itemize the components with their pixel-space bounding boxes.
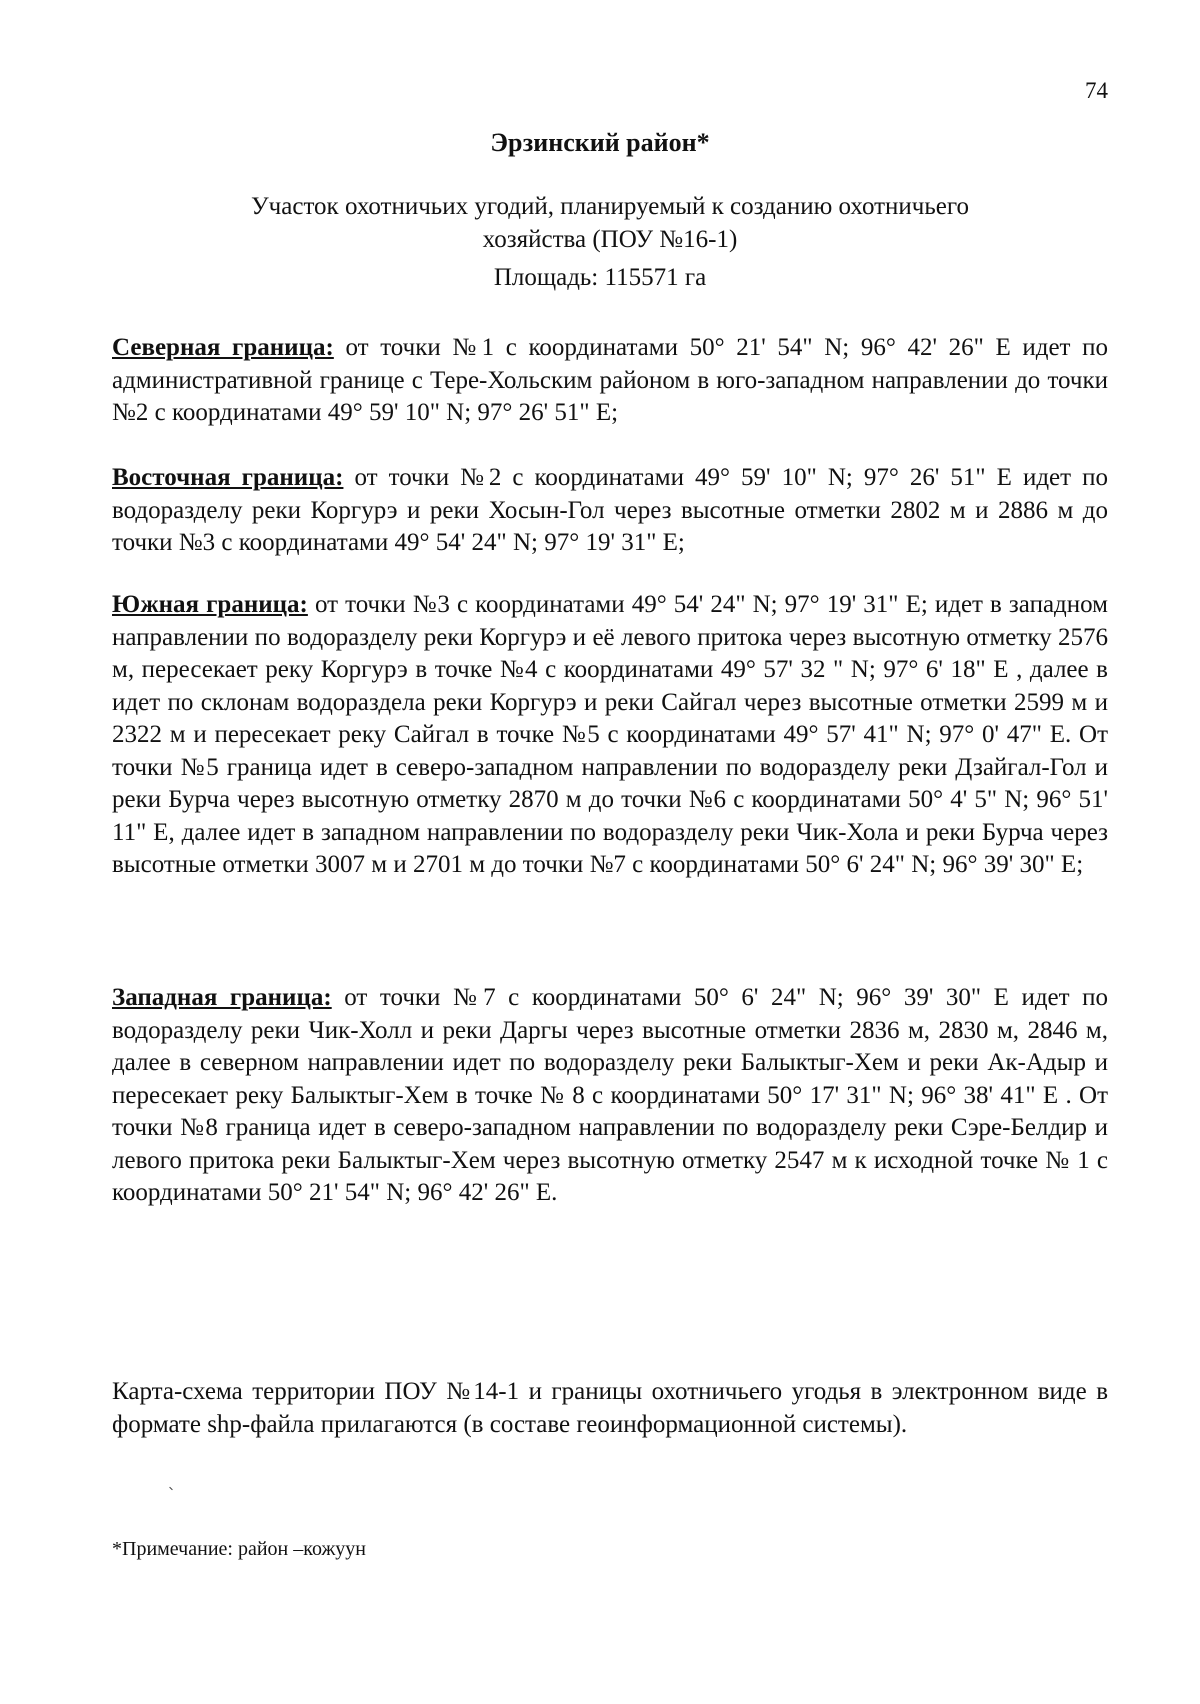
- north-boundary-label: Северная граница:: [112, 334, 334, 361]
- south-boundary-section: [112, 589, 1108, 882]
- plot-area: Площадь: 115571 га: [493, 264, 707, 291]
- south-boundary-text: от точки №3 с координатами 49° 54' 24" N; 97° 19' 31" E; идет в западном направлении по водоразделу реки Коргурэ и её левого притока через высотную отметку 2576 м, пересекает реку Коргурэ в точке №4 с координатами 49° 57' 32 " N; 97° 6' 18" E , далее в идет по склонам водораздела реки Коргурэ и реки Сайгал через высотные отметки 2599 м и 2322 м и пересекает реку Сайгал в точке №5 с координатами 49° 57' 41" N; 97° 0' 47" E. От точки №5 граница идет в северо-западном направлении по водоразделу реки Дзайгал-Гол и реки Бурча через высотную отметку 2870 м до точки №6 с координатами 50° 4' 5" N; 96° 51' 11" E, далее идет в западном направлении по водоразделу реки Чик-Хола и реки Бурча через высотные отметки 3007 м и 2701 м до точки №7 с координатами 50° 6' 24" N; 96° 39' 30" E;: [112, 591, 1108, 878]
- south-boundary-label: Южная граница:: [112, 591, 308, 618]
- scan-mark: [169, 1487, 173, 1491]
- west-boundary-label: Западная граница:: [112, 984, 332, 1011]
- footnote: *Примечание: район –кожуун: [112, 1538, 366, 1560]
- map-scheme-note: Карта-схема территории ПОУ №14-1 и границы охотничьего угодья в электронном виде в формате shp-файла прилагаются (в составе геоинформационной системы).: [112, 1378, 1108, 1438]
- north-boundary-section: [112, 332, 1108, 430]
- district-title: Эрзинский район*: [490, 128, 710, 157]
- west-boundary-section: [112, 982, 1108, 1210]
- east-boundary-label: Восточная граница:: [112, 464, 344, 491]
- plot-subtitle: Участок охотничьих угодий, планируемый к созданию охотничьего хозяйства (ПОУ №16-1): [250, 193, 970, 253]
- east-boundary-text: от точки №2 с координатами 49° 59' 10" N; 97° 26' 51" E идет по водоразделу реки Коргурэ и реки Хосын-Гол через высотные отметки 2802 м и 2886 м до точки №3 с координатами 49° 54' 24" N; 97° 19' 31" E;: [112, 464, 1108, 556]
- north-boundary-text: от точки №1 с координатами 50° 21' 54" N; 96° 42' 26" E идет по административной границе с Тере-Хольским районом в юго-западном направлении до точки №2 с координатами 49° 59' 10" N; 97° 26' 51" E;: [112, 334, 1109, 426]
- east-boundary-section: [112, 462, 1108, 560]
- west-boundary-text: от точки №7 с координатами 50° 6' 24" N; 96° 39' 30" E идет по водоразделу реки Чик-Холл и реки Даргы через высотные отметки 2836 м, 2830 м, 2846 м, далее в северном направлении идет по водоразделу реки Балыктыг-Хем и реки Ак-Адыр и пересекает реку Балыктыг-Хем в точке № 8 с координатами 50° 17' 31" N; 96° 38' 41" E . От точки №8 граница идет в северо-западном направлении по водоразделу реки Сэре-Белдир и левого притока реки Балыктыг-Хем через высотную отметку 2547 м к исходной точке № 1 с координатами 50° 21' 54" N; 96° 42' 26" E.: [112, 984, 1108, 1206]
- page-number: 74: [1085, 78, 1108, 103]
